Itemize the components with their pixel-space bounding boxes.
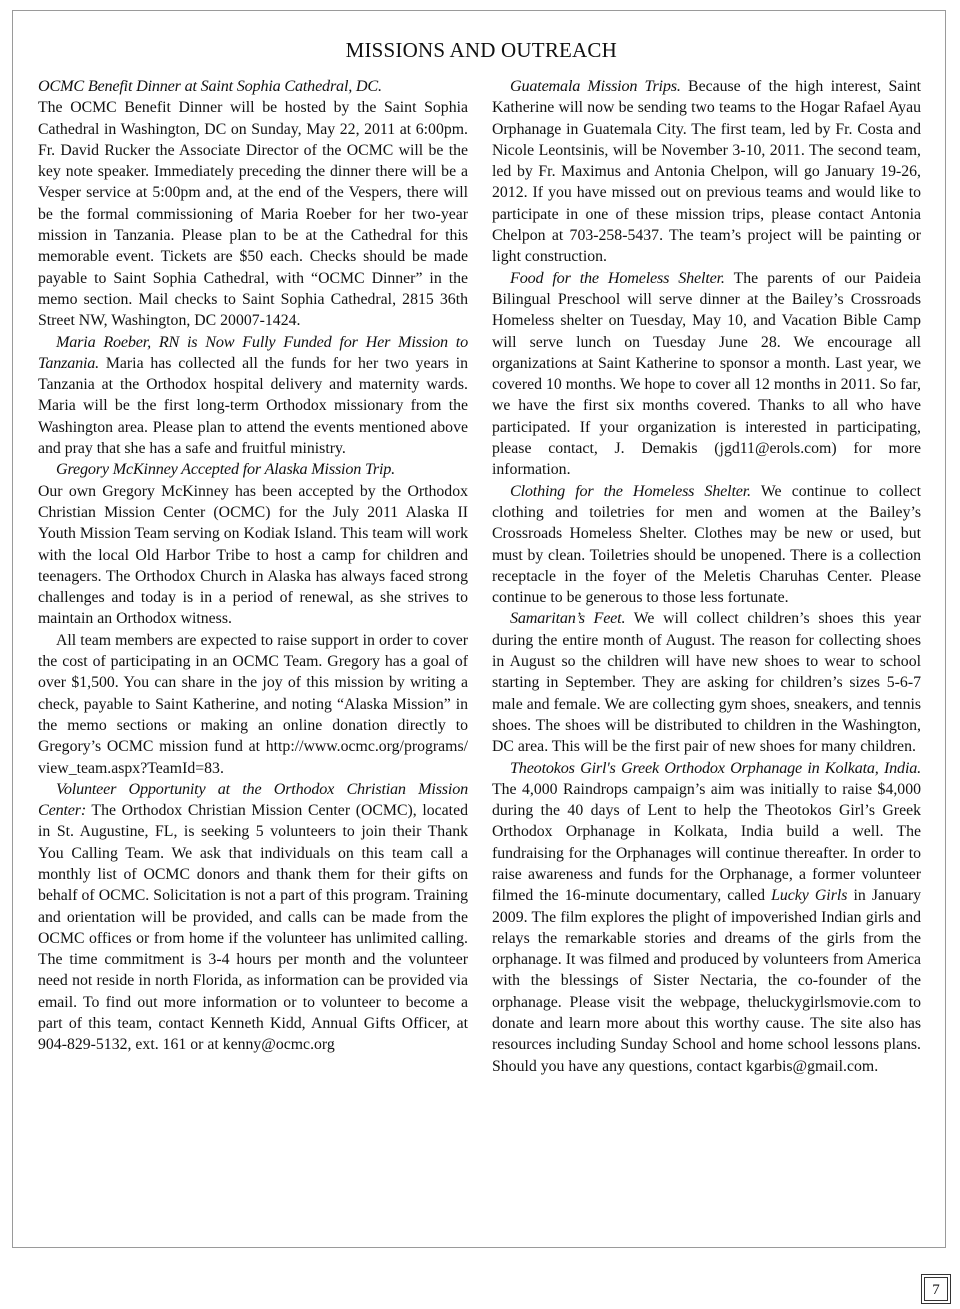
article-heading: Samaritan’s Feet. — [510, 609, 626, 628]
right-column — [492, 76, 921, 1077]
article-body: Our own Gregory McKinney has been accepted by the Orthodox Christian Mission Center (OCMC) for the July 2011 Alaska II Youth Mission Team serving on Kodiak Island. This team will work with the local Old Harbor Tribe to host a camp for children and teenagers. The Orthodox Church in Alaska has always faced strong challenges and today is in a period of renewal, as she strives to maintain an Orthodox witness. — [38, 482, 468, 628]
article-body: Maria has collected all the funds for her two years in Tanzania at the Orthodox hospital delivery and maternity wards. Maria will be the first long-term Orthodox missionary from the Washington area. Please plan to attend the events mentioned above and pray that she has a safe and fruitful ministry. — [38, 354, 468, 458]
article-body: in January 2009. The film explores the plight of impoverished Indian girls and relays the remarkable stories and dreams of the girls from the orphanage. It was filmed and produced by volunteers from America with the blessings of Sister Nectaria, the co-founder of the orphanage. Please visit the webpage, theluckygirlsmovie.com to donate and learn more about this worthy cause. The site also has resources including Sunday School and home school lessons plans. Should you have any questions, contact kgarbis@gmail.com. — [492, 887, 922, 1075]
film-title: Lucky Girls — [771, 887, 848, 905]
page-number: 7 — [924, 1277, 948, 1301]
article-heading: Maria Roeber, RN is Now Fully Funded for Her Mission to Tanzania. — [38, 332, 468, 372]
article-body: The Orthodox Christian Mission Center (OCMC), located in St. Augustine, FL, is seeking 5 volunteers to join their Thank You Calling Team. We ask that individuals on this team call a monthly list of OCMC donors and thank them for their gifts on behalf of OCMC. Solicitation is not a part of this program. Training and orientation will be provided, and calls can be made from the OCMC offices or from home if the volunteer has unlimited calling. The time commitment is 3-4 hours per month and the volunteer need not reside in north Florida, as information can be provided via email. To find out more information or to volunteer to become a part of this team, contact Kenneth Kidd, Annual Gifts Officer, at 904-829-5132, ext. 161 or at kenny@ocmc.org — [38, 802, 468, 1054]
article-heading: Guatemala Mission Trips. — [510, 77, 681, 95]
article-maria-roeber — [38, 332, 468, 460]
article-heading: Theotokos Girl's Greek Orthodox Orphanage in Kolkata, India. — [510, 758, 921, 777]
article-guatemala — [492, 76, 921, 268]
article-body: We continue to collect clothing and toiletries for men and women at the Bailey’s Crossroads Homeless Shelter. Clothes may be new or used, but must by clean. Toiletries should be unopened. There is a collection receptacle in the foyer of the Meletis Charuhas Center. Please continue to be generous to those less fortunate. — [492, 482, 921, 607]
article-body: The OCMC Benefit Dinner will be hosted by the Saint Sophia Cathedral in Washington, DC on Sunday, May 22, 2011 at 6:00pm. Fr. David Rucker the Associate Director of the OCMC will be the key note speaker. Immediately preceding the dinner there will be a Vesper service at 5:00pm and, at the end of the Vespers, there will be the formal commissioning of Maria Roeber for her two-year mission in Tanzania. Please plan to be at the Cathedral for this memorable event. Tickets are $50 each. Checks should be made payable to Saint Sophia Cathedral, with “OCMC Dinner” in the memo section. Mail checks to Saint Sophia Cathedral, 2815 36th Street NW, Washington, DC 20007-1424. — [38, 99, 468, 330]
article-gregory-mckinney — [38, 459, 468, 629]
section-title: MISSIONS AND OUTREACH — [345, 38, 617, 62]
article-body: The parents of our Paideia Bilingual Preschool will serve dinner at the Bailey’s Crossroads Homeless shelter on Tuesday, May 10, and Vacation Bible Camp will serve lunch on Tuesday June 28. We encourage all organizations at Saint Katherine to sponsor a month. Last year, we covered 10 months. We hope to cover all 12 months in 2011. So far, we have the first six months covered. Thanks to all who have participated. If your organization is interested in participating, please contact, J. Demakis (jgd11@erols.com) for more information. — [492, 269, 921, 479]
article-heading: OCMC Benefit Dinner at Saint Sophia Cathedral, DC. — [38, 77, 382, 95]
article-body: All team members are expected to raise support in order to cover the cost of participating in an OCMC Team. Gregory has a goal of over $1,500. You can share in the joy of this mission by writing a check, payable to Saint Katherine, and noting “Alaska Mission” in the memo sections or making an online donation directly to Gregory’s OCMC mission fund at http://www.ocmc.org/programs/ view_team.aspx?TeamId=83. — [38, 631, 468, 777]
article-heading: Food for the Homeless Shelter. — [510, 268, 725, 287]
article-heading: Clothing for the Homeless Shelter. — [510, 481, 751, 500]
article-heading: Volunteer Opportunity at the Orthodox Christian Mission Center: — [38, 779, 468, 820]
article-clothing-shelter — [492, 481, 921, 609]
article-body: The 4,000 Raindrops campaign’s aim was initially to raise $4,000 during the 40 days of Lent to help the Theotokos Girl’s Greek Orthodox Orphanage in Kolkata, India build a well. The fundraising for the Orphanages will continue thereafter. In order to raise awareness and funds for the Orphanage, a former volunteer filmed the 16-minute documentary, called — [492, 780, 921, 905]
article-heading: Gregory McKinney Accepted for Alaska Mission Trip. — [56, 460, 396, 479]
article-theotokos-orphanage — [492, 758, 921, 1077]
article-body: We will collect children’s shoes this year during the entire month of August. The reason for collecting shoes in August so the children will have new shoes to wear to school starting in September. They are asking for children’s sizes 5-6-7 male and female. We are collecting gym shoes, sneakers, and tennis shoes. The shoes will be distributed to children in the Washington, DC area. This will be the first pair of new shoes for many children. — [492, 610, 921, 756]
left-column — [38, 76, 468, 1056]
article-volunteer-opportunity — [38, 779, 468, 1056]
article-benefit-dinner — [38, 76, 468, 332]
article-food-shelter — [492, 268, 921, 481]
article-samaritans-feet — [492, 608, 921, 757]
article-body: Because of the high interest, Saint Katherine will now be sending two teams to the Hogar Rafael Ayau Orphanage in Guatemala City. The first team, led by Fr. Costa and Nicole Leontsinis, will be November 3-10, 2011. The second team, led by Fr. Maximus and Antonia Chelpon, will go January 19-26, 2012. If you have missed out on previous teams and would like to participate in one of these mission trips, please contact Antonia Chelpon at 703-258-5437. The team’s project will be painting or light construction. — [492, 78, 921, 266]
article-gregory-mckinney-continued — [38, 630, 468, 779]
